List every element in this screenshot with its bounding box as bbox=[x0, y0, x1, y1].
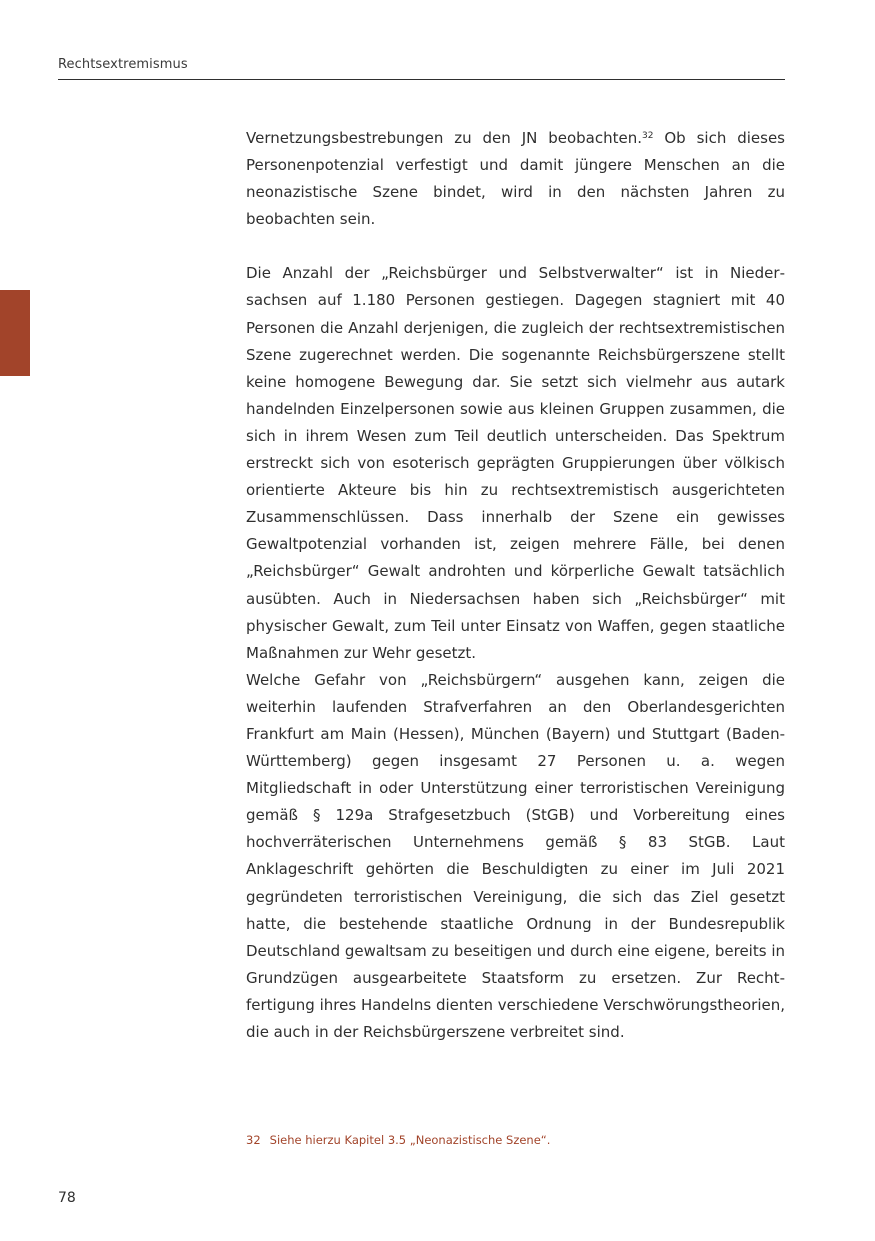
chapter-marker-tab bbox=[0, 290, 30, 376]
paragraph-1-rest: Ob sich dieses Personenpotenzial verfestigt und damit jüngere Menschen an die neonazistische Szene bindet, wird in den nächsten Jahren zu beobachten sein. bbox=[246, 129, 785, 229]
footnote bbox=[246, 1133, 550, 1147]
paragraph-3: Welche Gefahr von „Reichsbürgern“ ausgehen kann, zeigen die weiterhin laufenden Strafverfahren an den Oberlandesgerichten Frankfurt am Main (Hessen), München (Bayern) und Stuttgart (Baden-Württemberg) gegen insgesamt 27 Personen u. a. wegen Mitgliedschaft in oder Unterstützung einer terroristischen Vereinigung gemäß § 129a Strafgesetzbuch (StGB) und Vorbereitung eines hochverräterischen Unternehmens gemäß § 83 StGB. Laut Anklageschrift gehörten die Beschuldigten zu einer im Juli 2021 gegründeten terroristischen Vereinigung, die sich das Ziel gesetzt hatte, die bestehende staatliche Ordnung in der Bundesrepublik Deutschland gewaltsam zu beseitigen und durch eine eigene, bereits in Grundzügen ausgearbeitete Staatsform zu ersetzen. Zur Rechtfertigung ihres Handelns dienten verschiedene Verschwörungstheorien, die auch in der Reichsbürgerszene verbreitet sind. bbox=[246, 670, 785, 1041]
paragraph-2: Die Anzahl der „Reichsbürger und Selbstverwalter“ ist in Niedersachsen auf 1.180 Personen gestiegen. Dagegen stagniert mit 40 Personen die Anzahl derjenigen, die zugleich der rechtsextremistischen Szene zugerechnet werden. Die sogenannte Reichsbürgerszene stellt keine homogene Bewegung dar. Sie setzt sich vielmehr aus autark handelnden Einzelpersonen sowie aus kleinen Gruppen zusammen, die sich in ihrem Wesen zum Teil deutlich unterscheiden. Das Spektrum erstreckt sich von esoterisch geprägten Gruppierungen über völkisch orientierte Akteure bis hin zu rechtsextremistisch ausgerichteten Zusammenschlüssen. Dass innerhalb der Szene ein gewisses Gewaltpotenzial vorhanden ist, zeigen mehrere Fälle, bei denen „Reichsbürger“ Gewalt androhten und körperliche Gewalt tatsächlich ausübten. Auch in Niedersachsen haben sich „Reichsbürger“ mit physischer Gewalt, zum Teil unter Einsatz von Waffen, gegen staatliche Maßnahmen zur Wehr gesetzt. bbox=[246, 264, 785, 662]
running-header: Rechtsextremismus bbox=[58, 57, 188, 72]
paragraph-1 bbox=[246, 125, 785, 233]
header-divider bbox=[58, 79, 785, 80]
footnote-text: Siehe hierzu Kapitel 3.5 „Neonazistische Szene“. bbox=[269, 1133, 551, 1147]
footnote-number: 32 bbox=[246, 1133, 261, 1147]
page-number: 78 bbox=[58, 1190, 76, 1206]
main-text bbox=[246, 125, 785, 1046]
paragraph-1-lead: Vernetzungsbestrebungen zu den JN beobachten. bbox=[246, 129, 643, 147]
footnote-reference: 32 bbox=[642, 131, 654, 141]
